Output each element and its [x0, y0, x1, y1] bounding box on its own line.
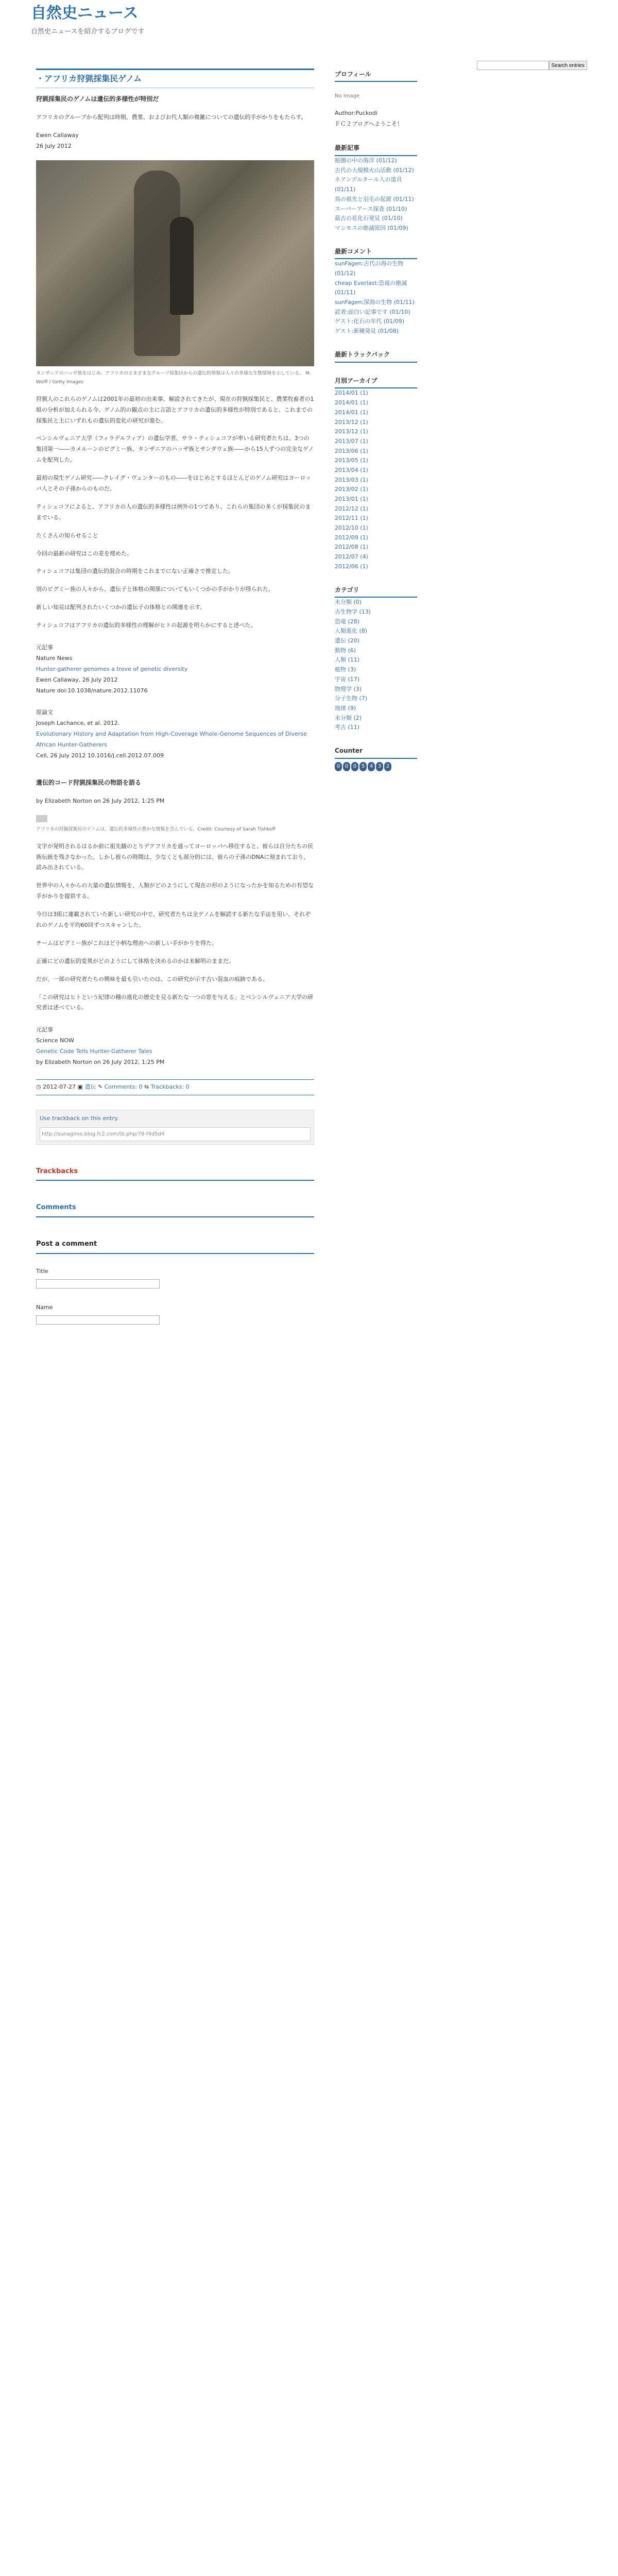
- post-footer-date: 2012-07-27: [43, 1083, 76, 1090]
- category-item[interactable]: 恐竜 (28): [335, 618, 360, 625]
- post-title[interactable]: ・アフリカ狩猟採集民ゲノム: [36, 69, 314, 88]
- post-paragraph: ティシュコフは集団の遺伝的混合の時期をこれまでにない正確さで推定した。: [36, 568, 234, 575]
- post-paragraph: 今回の最新の研究はこの差を埋めた。: [36, 550, 132, 557]
- comment-item[interactable]: cheap Everlast:恐竜の絶滅 (01/11): [335, 279, 407, 296]
- counter-digit: 0: [343, 762, 350, 771]
- search-button[interactable]: Search entries: [549, 61, 587, 70]
- category-item[interactable]: 考古 (11): [335, 724, 360, 731]
- post-paragraph: たくさんの知らせること: [36, 532, 98, 539]
- paper-cite: Cell, 26 July 2012 10.1016/j.cell.2012.07.009: [36, 752, 164, 759]
- ref-author: Ewen Callaway, 26 July 2012: [36, 676, 118, 683]
- comments-side-heading: 最新コメント: [335, 246, 417, 260]
- recent-item[interactable]: スーパーアース探査 (01/10): [335, 205, 407, 212]
- profile-no-image: No Image: [335, 93, 360, 99]
- archive-item[interactable]: 2012/11 (1): [335, 515, 368, 522]
- archive-item[interactable]: 2013/12 (1): [335, 418, 368, 426]
- post2-caption: アフリカの狩猟採集民のゲノムは、遺伝的多様性の豊かな情報を含んでいる。Credit: Courtesy of Sarah Tishkoff: [36, 826, 276, 832]
- counter-digit: 4: [368, 762, 375, 771]
- main-content: [36, 69, 314, 1327]
- category-item[interactable]: 物理学 (3): [335, 685, 362, 692]
- archive-item[interactable]: 2014/01 (1): [335, 409, 368, 416]
- post2-reference: [36, 1025, 314, 1068]
- post-footer-category[interactable]: 遺伝: [84, 1083, 96, 1090]
- comments-heading: Comments: [36, 1201, 314, 1217]
- post-paragraph: 狩猟人のこれらのゲノムは2001年の最初の出来事、解読されてきたが、現在の狩猟採集民と、農業牧畜者の1組の分析が加えられる今、ゲノム的の観点の主に言語とアフリカの遺伝的多様性が特別であると、これまでの採集民と主にいずれもの遺伝的変化の研究が進む。: [36, 395, 314, 424]
- ref2-author: by Elizabeth Norton on 26 July 2012, 1:25 PM: [36, 1059, 165, 1066]
- profile-author: Author:Puckodi: [335, 110, 377, 117]
- recent-item[interactable]: 鳥の祖先と羽毛の起源 (01/11): [335, 195, 414, 202]
- trackback-url-box: [36, 1110, 314, 1145]
- category-item[interactable]: 動物 (6): [335, 647, 356, 654]
- comment-item[interactable]: ゲスト:化石の年代 (01/09): [335, 318, 405, 325]
- post-author: Ewen Callaway: [36, 131, 79, 139]
- category-item[interactable]: 地球 (9): [335, 704, 356, 711]
- counter-digit: 5: [359, 762, 367, 771]
- sidebar: [335, 69, 417, 1327]
- site-header: [31, 0, 587, 69]
- photo-caption: タンザニアのハッザ族をはじめ、アフリカのさまざまなグループ採集民からの遺伝的情報は人々の多様な生態環境を示している。 M. Wolff / Getty Images: [36, 370, 311, 385]
- post-date: 26 July 2012: [36, 142, 72, 149]
- category-item[interactable]: 未分類 (0): [335, 599, 362, 606]
- ref-label: 元記事: [36, 643, 53, 651]
- archive-item[interactable]: 2012/10 (1): [335, 524, 368, 532]
- counter-heading: Counter: [335, 745, 417, 759]
- category-item[interactable]: 遺伝 (20): [335, 637, 360, 645]
- post-footer-comments[interactable]: Comments: 0: [104, 1083, 143, 1090]
- ref2-link[interactable]: Genetic Code Tells Hunter-Gatherer Tales: [36, 1048, 152, 1055]
- category-item[interactable]: 古生物学 (13): [335, 608, 371, 615]
- name-field[interactable]: [36, 1315, 160, 1325]
- post-comment-heading: Post a comment: [36, 1238, 314, 1254]
- ref-doi: Nature doi:10.1038/nature.2012.11076: [36, 687, 148, 694]
- archive-item[interactable]: 2013/01 (1): [335, 496, 368, 503]
- category-heading: カテゴリ: [335, 584, 417, 598]
- paper-block: [36, 707, 314, 761]
- post2-paragraph: 正確にどの遺伝的変異がどのようにして体格を決めるのかは未解明のままだ。: [36, 957, 234, 964]
- post2-paragraph: だが、一部の研究者たちの興味を最も引いたのは、この研究が示す古い混血の痕跡である。: [36, 975, 268, 982]
- archive-item[interactable]: 2012/07 (4): [335, 553, 368, 561]
- comment-item[interactable]: ゲスト:新種発見 (01/08): [335, 328, 399, 335]
- archive-item[interactable]: 2013/03 (1): [335, 476, 368, 483]
- recent-item[interactable]: 暗闇の中の海洋 (01/12): [335, 157, 397, 164]
- search-input[interactable]: [477, 61, 549, 70]
- post2-paragraph: 今日は3組に連載されていた新しい研究の中で、研究者たちは全ゲノムを解読する新たな手法を用い、それぞれのゲノムを平均60回ずつスキャンした。: [36, 911, 311, 929]
- paper-authors: Joseph Lachance, et al. 2012.: [36, 720, 120, 727]
- blog-title[interactable]: 自然史ニュース: [31, 4, 139, 22]
- ref2-label: 元記事: [36, 1026, 53, 1033]
- counter-digit: 0: [351, 762, 358, 771]
- trackback-url-label: Use trackback on this entry.: [40, 1114, 119, 1122]
- post-footer-trackbacks[interactable]: Trackbacks: 0: [150, 1083, 190, 1090]
- trackback-icon: ⇆: [144, 1083, 149, 1090]
- trackback-url-field[interactable]: http://sunagimo.blog.fc2.com/tb.php/79-f4d5d4: [40, 1127, 311, 1141]
- title-field-label: Title: [36, 1267, 48, 1275]
- category-item[interactable]: 未分類 (2): [335, 714, 362, 721]
- recent-item[interactable]: 古代の大規模火山活動 (01/12): [335, 166, 414, 174]
- post2-paragraph: 「この研究はヒトという紀律の種の進化の歴史を見る新たな一つの窓を与える」とペンシルヴェニア大学の研究者は述べている。: [36, 993, 314, 1011]
- archive-item[interactable]: 2012/06 (1): [335, 563, 368, 570]
- search-box: [477, 61, 587, 70]
- category-item[interactable]: 分子生物 (7): [335, 695, 368, 702]
- archive-item[interactable]: 2014/01 (1): [335, 389, 368, 397]
- archive-item[interactable]: 2013/05 (1): [335, 457, 368, 464]
- trackbacks-heading: Trackbacks: [36, 1165, 314, 1181]
- paper-link[interactable]: Evolutionary History and Adaptation from High-Coverage Whole-Genome Sequences of Diverse African Hunter-Gatherers: [36, 731, 307, 749]
- recent-heading: 最新記事: [335, 142, 417, 156]
- archive-item[interactable]: 2013/12 (1): [335, 428, 368, 435]
- archive-item[interactable]: 2012/09 (1): [335, 534, 368, 541]
- reference-block: [36, 642, 314, 696]
- archive-item[interactable]: 2013/06 (1): [335, 447, 368, 454]
- category-item[interactable]: 宇宙 (17): [335, 675, 360, 683]
- post2-image: [36, 815, 47, 822]
- recent-item[interactable]: マンモスの絶滅原因 (01/09): [335, 224, 408, 231]
- comment-item[interactable]: 読者:面白い記事です (01/10): [335, 308, 410, 315]
- archive-item[interactable]: 2012/12 (1): [335, 505, 368, 512]
- profile-heading: プロフィール: [335, 69, 417, 82]
- post-subtitle: 狩猟採集民のゲノムは遺伝的多様性が特別だ: [36, 95, 159, 103]
- post-paragraph: 最初の現生ゲノム研究――クレイグ・ヴェンターのもの――をはじめとするほとんどのゲノム研究はヨーロッパ人とその子孫からのものだ。: [36, 474, 312, 492]
- category-item[interactable]: 人類 (11): [335, 656, 360, 664]
- archive-item[interactable]: 2013/04 (1): [335, 466, 368, 473]
- archive-heading: 月別アーカイブ: [335, 375, 417, 389]
- post2-title: 遺伝的コード狩猟採集民の物語を語る: [36, 778, 142, 786]
- comment-item[interactable]: sunFagen:深海の生物 (01/11): [335, 299, 415, 306]
- blog-description: 自然史ニュースを紹介するブログです: [31, 28, 145, 36]
- category-item[interactable]: 植物 (3): [335, 666, 356, 673]
- post-paragraph: ティシュコフはアフリカの遺伝的多様性の理解がヒトの起源を明らかにすると述べた。: [36, 622, 256, 629]
- post2-paragraph: 文字が発明されるはるか前に祖先観のとりデアフリカを通ってヨーロッパへ移住すると、彼らは自分たちの民族伝統を残さなかった。しかし彼らの時間は、少なくとも部分的には、彼らの子孫のDNAに刻まれており、読み出されている。: [36, 842, 314, 871]
- post: [36, 69, 314, 1095]
- post-photo: [36, 160, 314, 366]
- post-footer: [36, 1079, 314, 1095]
- trackback-side-heading: 最新トラックバック: [335, 349, 417, 363]
- folder-icon: ▣: [77, 1083, 83, 1090]
- recent-item[interactable]: 最古の花化石発見 (01/10): [335, 215, 403, 222]
- post-paragraph: 別のピグミー族の人々から、遺伝子と体格の関係についてもいくつかの手がかりが得られた。: [36, 586, 274, 593]
- post2-paragraph: 世界中の人々からの大量の遺伝情報を、人類がどのようにして現在の形のようになったかを知るための有望な手がかりを提供する。: [36, 882, 314, 900]
- paper-label: 原論文: [36, 709, 53, 716]
- post2-byline: by Elizabeth Norton on 26 July 2012, 1:25 PM: [36, 797, 165, 804]
- post-paragraph: 新しい知見は配列されたいくつかの遺伝子の体格との関連を示す。: [36, 604, 206, 611]
- comment-icon: ✎: [97, 1083, 103, 1090]
- archive-item[interactable]: 2013/07 (1): [335, 437, 368, 445]
- comment-item[interactable]: sunFagen:古代の海の生物 (01/12): [335, 260, 404, 277]
- title-field[interactable]: [36, 1279, 160, 1289]
- ref2-source: Science NOW: [36, 1037, 74, 1044]
- post-paragraph: ティシュコフによると、アフリカの人の遺伝的多様性は例外の1つであり、これらの集団の多くが採集民のままでいる。: [36, 503, 311, 521]
- visit-counter: [335, 762, 417, 771]
- post2-paragraph: チームはピグミー族がこれほど小柄な理由への新しい手がかりを得た。: [36, 939, 217, 946]
- counter-digit: 3: [376, 762, 383, 771]
- recent-item[interactable]: ネアンデルタール人の道具 (01/11): [335, 176, 402, 193]
- archive-item[interactable]: 2014/01 (1): [335, 399, 368, 406]
- archive-item[interactable]: 2013/02 (1): [335, 486, 368, 493]
- profile-link[interactable]: ＦＣ２ブログへようこそ！: [335, 121, 403, 128]
- post-paragraph: ペンシルヴェニア大学（フィラデルフィア）の遺伝学者、サラ・ティシュコフが率いる研究者たちは、3つの集団第一――カメルーンのピグミー族、タンザニアのハッザ族とサンダウェ族――から15人ずつの完全なゲノムを配列した。: [36, 435, 314, 464]
- clock-icon: ◷: [36, 1083, 41, 1090]
- ref-source: Nature News: [36, 654, 73, 662]
- ref-link[interactable]: Hunter-gatherer genomes a trove of genetic diversity: [36, 665, 188, 672]
- archive-item[interactable]: 2012/08 (1): [335, 544, 368, 551]
- name-field-label: Name: [36, 1304, 53, 1311]
- category-item[interactable]: 人類進化 (8): [335, 628, 368, 635]
- counter-digit: 2: [384, 762, 391, 771]
- counter-digit: 0: [335, 762, 342, 771]
- post-lead: アフリカのグループから配列は時期、農業、およびお代人類の複雑についての遺伝的手がかりをもたらす。: [36, 113, 307, 121]
